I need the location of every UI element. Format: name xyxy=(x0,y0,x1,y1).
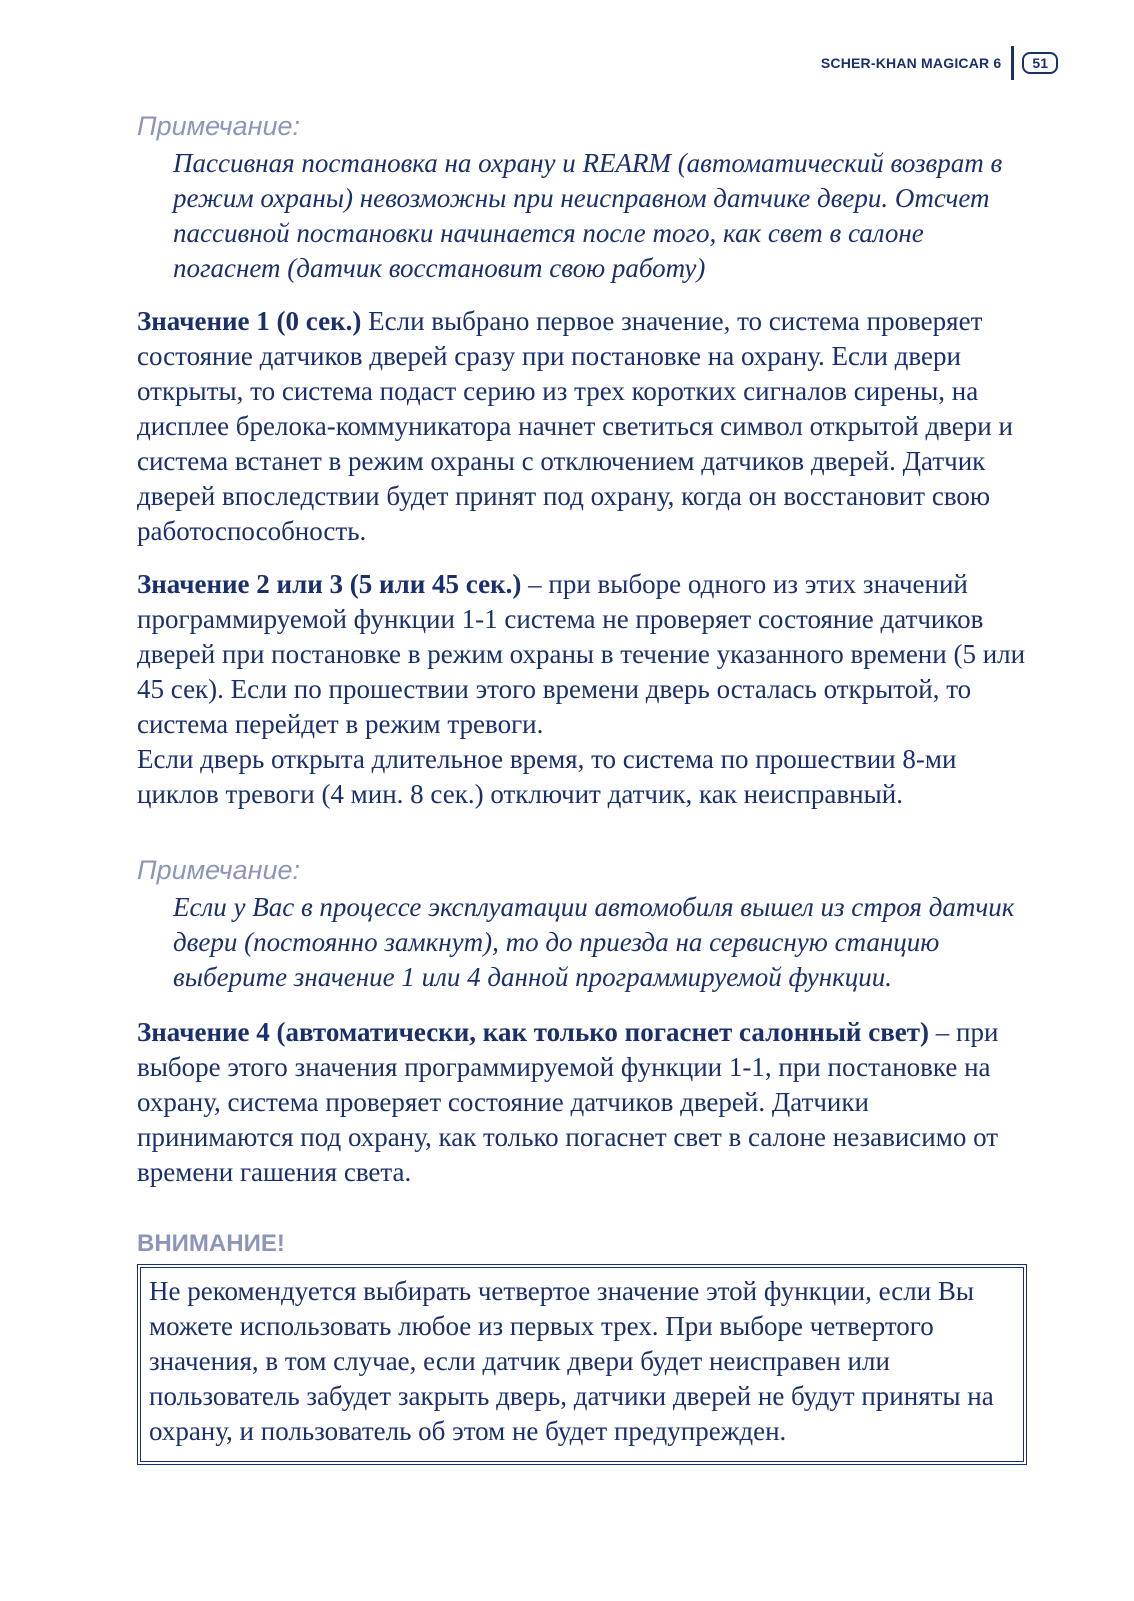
page-header xyxy=(821,48,1058,78)
header-title: SCHER-KHAN MAGICAR 6 xyxy=(820,55,1002,71)
value-2-3-label: Значение 2 или 3 (5 или 45 сек.) xyxy=(137,569,522,599)
value-2-3-text: – при выборе одного из этих значений программируемой функции 1-1 система не проверяет состояние датчиков дверей при постановке в режим охраны в течение указанного времени (5 или 45 сек). Если по прошествии этого времени дверь осталась открытой, то система перейдет в режим тревоги. xyxy=(137,569,1026,739)
value-2-3-text-continued: Если дверь открыта длительное время, то система по прошествии 8-ми циклов тревоги (4 мин. 8 сек.) отключит датчик, как неисправный. xyxy=(137,744,957,809)
value-1-paragraph xyxy=(137,304,1027,549)
value-1-label: Значение 1 (0 сек.) xyxy=(137,306,362,336)
note-text: Пассивная постановка на охрану и REARM (автоматический возврат в режим охраны) невозможны при неисправном датчике двери. Отсчет пассивной постановки начинается после того, как свет в салоне погаснет (датчик восстановит свою работу) xyxy=(173,148,1003,283)
value-4-paragraph xyxy=(137,1015,1027,1190)
note-text: Если у Вас в процессе эксплуатации автомобиля вышел из строя датчик двери (постоянно замкнут), то до приезда на сервисную станцию выберите значение 1 или 4 данной программируемой функции. xyxy=(173,892,1015,992)
note-block-2 xyxy=(137,854,1027,995)
warning-title: ВНИМАНИЕ! xyxy=(137,1230,285,1257)
page-content xyxy=(137,110,1027,1465)
value-2-3-paragraph xyxy=(137,567,1027,812)
page-number: 51 xyxy=(1022,52,1058,74)
warning-text: Не рекомендуется выбирать четвертое значение этой функции, если Вы можете использовать любое из первых трех. При выборе четвертого значения, в том случае, если датчик двери будет неисправен или пользователь забудет закрыть дверь, датчики дверей не будут приняты на охрану, и пользователь об этом не будет предупрежден. xyxy=(149,1276,994,1446)
header-divider xyxy=(1011,46,1014,80)
value-4-text: – при выборе этого значения программируемой функции 1-1, при постановке на охрану, система проверяет состояние датчиков дверей. Датчики принимаются под охрану, как только погаснет свет в салоне независимо от времени гашения света. xyxy=(137,1017,999,1187)
warning-box xyxy=(137,1264,1027,1465)
note-block-1 xyxy=(137,110,1027,286)
value-1-text: Если выбрано первое значение, то система проверяет состояние датчиков дверей сразу при постановке на охрану. Если двери открыты, то система подаст серию из трех коротких сигналов сирены, на дисплее брелока-коммуникатора начнет светиться символ открытой двери и система встанет в режим охраны с отключением датчиков дверей. Датчик дверей впоследствии будет принят под охрану, когда он восстановит свою работоспособность. xyxy=(137,306,1013,546)
note-title: Примечание: xyxy=(137,111,300,141)
value-4-label: Значение 4 (автоматически, как только погаснет салонный свет) xyxy=(137,1017,930,1047)
note-title: Примечание: xyxy=(137,855,300,885)
